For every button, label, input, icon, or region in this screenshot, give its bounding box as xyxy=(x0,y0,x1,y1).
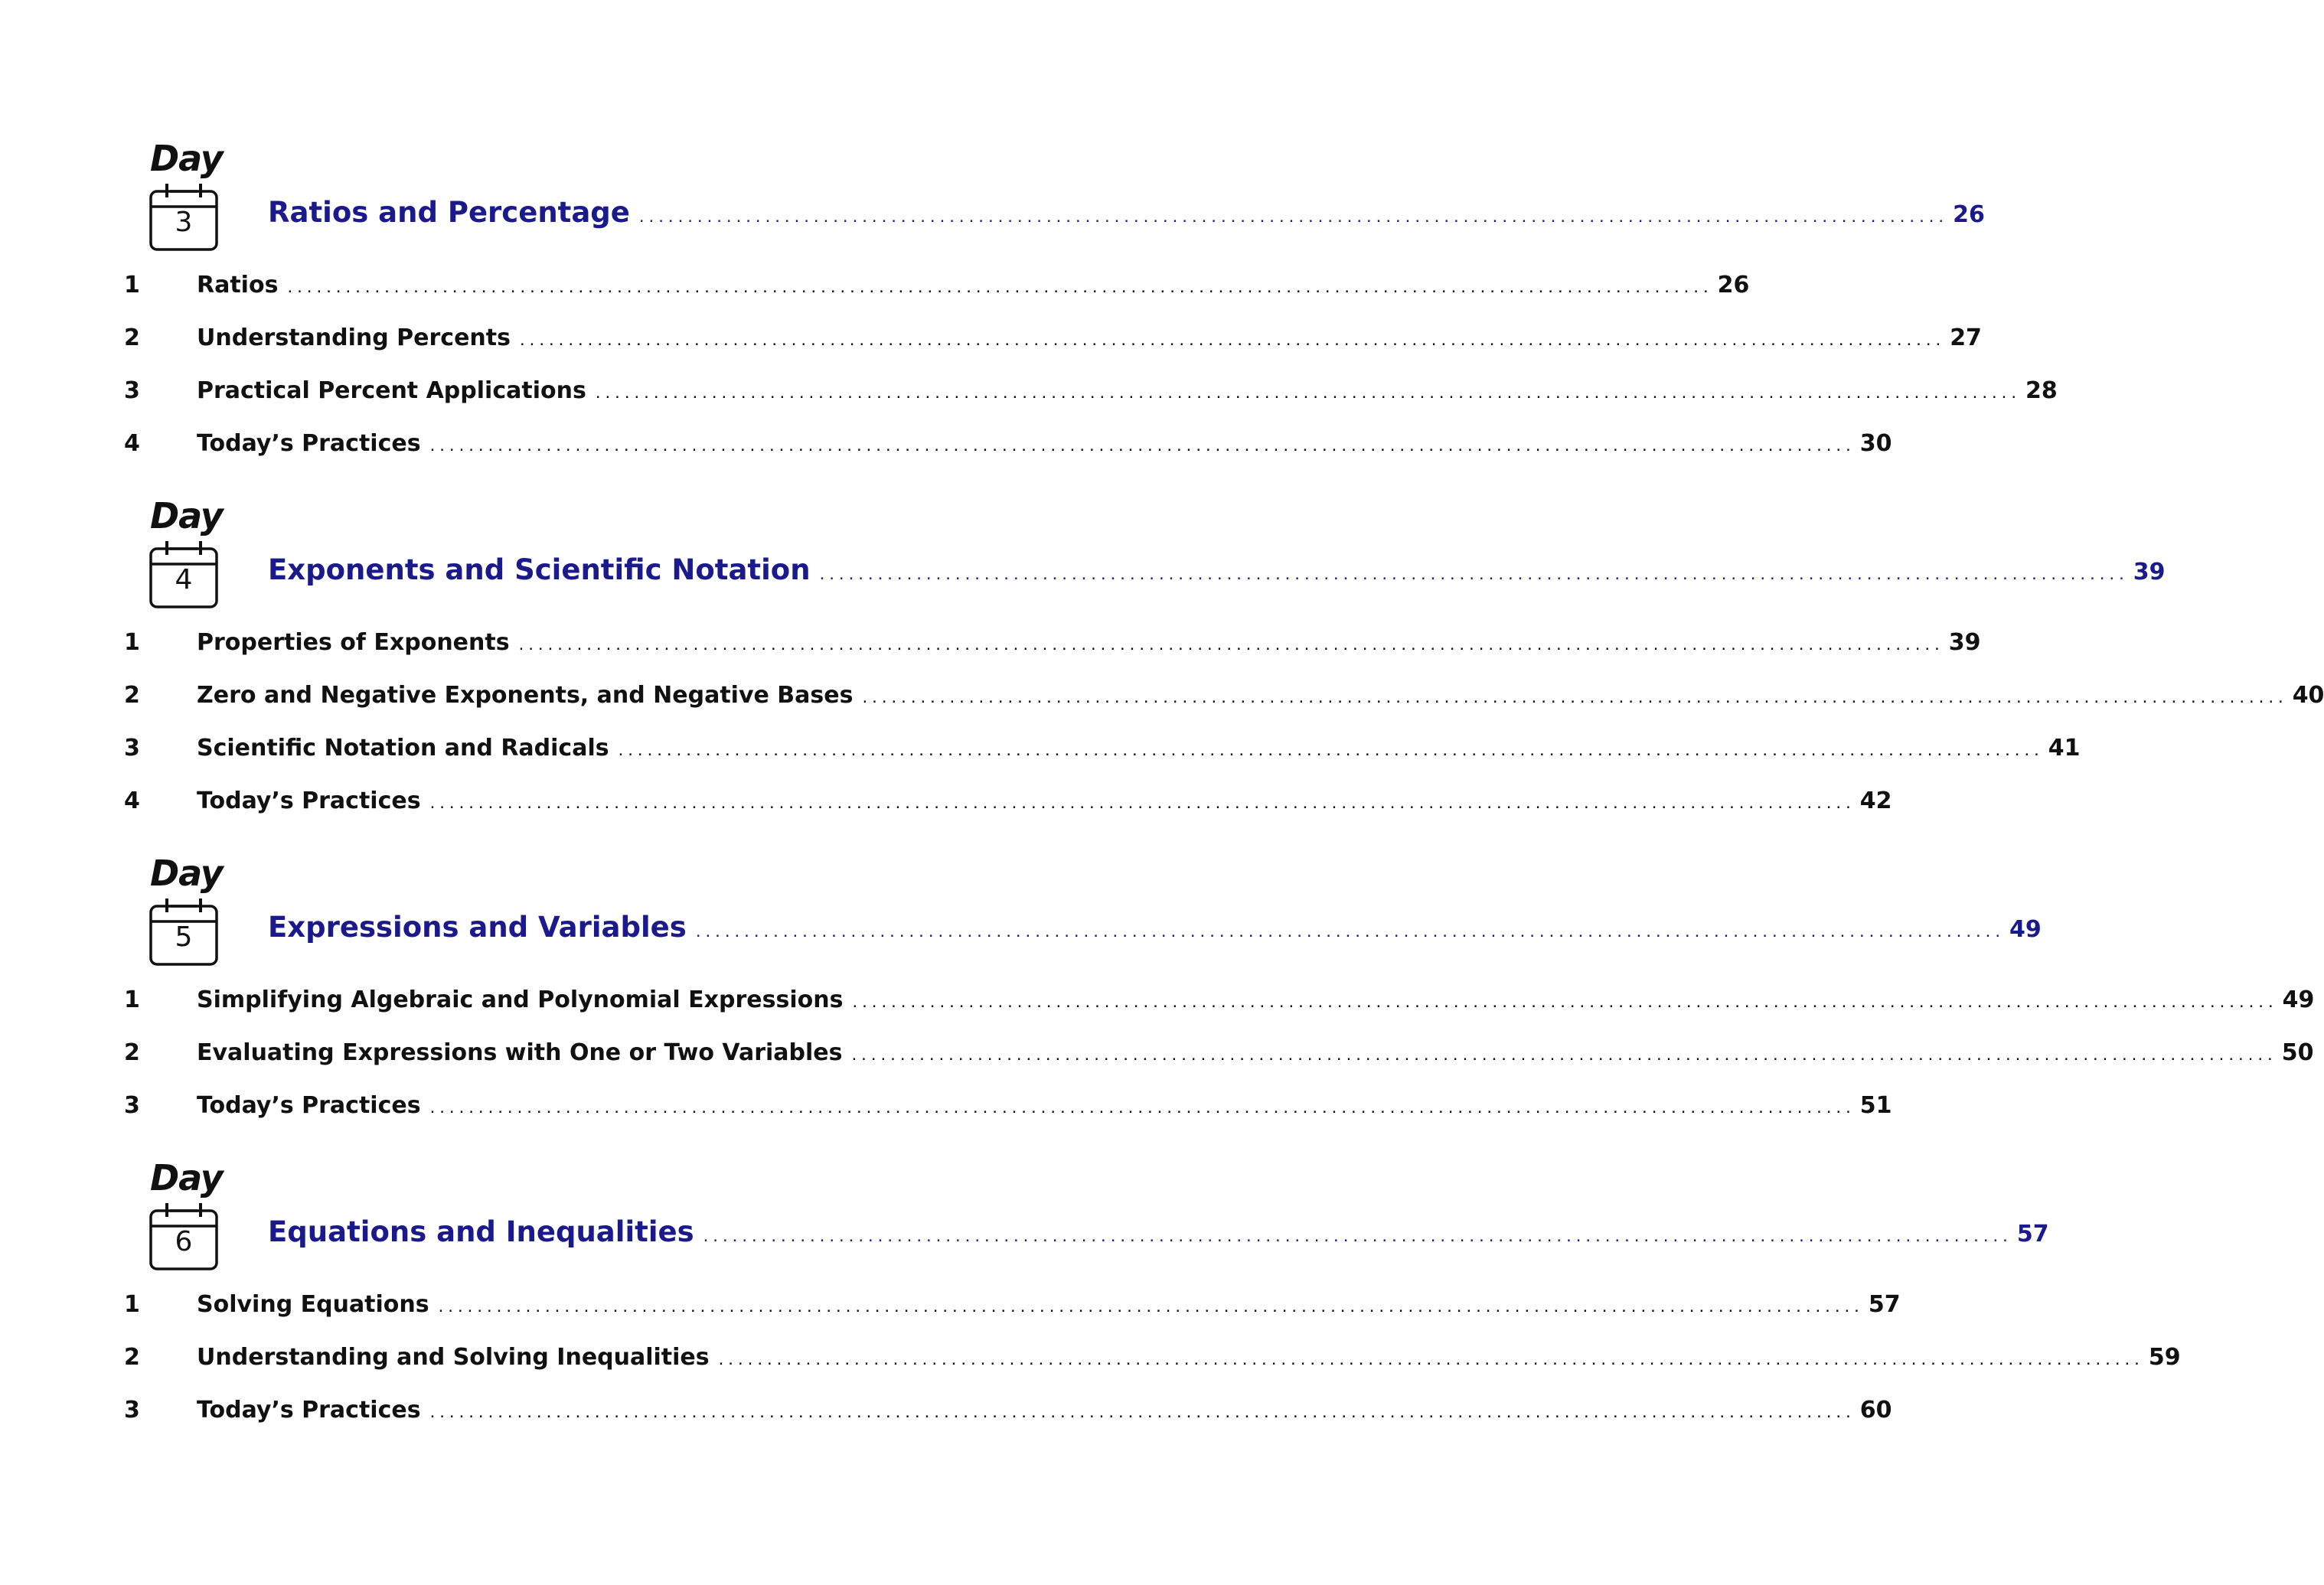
item-title: Today’s Practices xyxy=(197,788,421,814)
toc-item[interactable] xyxy=(0,987,2315,1013)
day-label: Day xyxy=(150,138,223,179)
day-number: 6 xyxy=(175,1226,193,1257)
item-page: 39 xyxy=(1948,629,1981,656)
item-number: 4 xyxy=(124,430,140,457)
item-page: 49 xyxy=(2282,987,2315,1013)
toc-item[interactable] xyxy=(0,272,1750,298)
day-number: 3 xyxy=(175,207,193,238)
day-label: Day xyxy=(150,853,223,894)
item-page: 51 xyxy=(1859,1092,1892,1119)
item-number: 4 xyxy=(124,788,140,814)
toc-item[interactable] xyxy=(0,1397,1892,1424)
item-number: 3 xyxy=(124,1397,140,1424)
toc-item[interactable] xyxy=(0,1291,1901,1318)
dot-leader: ................................................................................................................................................... xyxy=(287,276,1713,297)
item-title: Today’s Practices xyxy=(197,430,421,457)
toc-item[interactable] xyxy=(0,1039,2314,1066)
item-title: Practical Percent Applications xyxy=(197,377,586,404)
toc-item[interactable] xyxy=(0,788,1892,814)
item-title: Simplifying Algebraic and Polynomial Expressions xyxy=(197,987,844,1013)
item-number: 2 xyxy=(124,1344,140,1371)
chapter-entry[interactable] xyxy=(268,553,2166,586)
dot-leader: ................................................................................................................................................... xyxy=(518,634,1944,654)
day-label: Day xyxy=(150,495,223,536)
item-title: Scientific Notation and Radicals xyxy=(197,735,609,762)
dot-leader: ....................................................................................................................................... xyxy=(695,921,2005,941)
dot-leader: ................................................................................................................................................... xyxy=(438,1296,1864,1316)
day-badge xyxy=(145,495,222,610)
item-number: 2 xyxy=(124,682,140,709)
item-title: Zero and Negative Exponents, and Negative Bases xyxy=(197,682,854,709)
dot-leader: ................................................................................................................................................... xyxy=(718,1349,2144,1369)
chapter-title: Equations and Inequalities xyxy=(268,1215,694,1248)
item-title: Understanding and Solving Inequalities xyxy=(197,1344,710,1371)
dot-leader: ................................................................................................................................................... xyxy=(862,687,2288,707)
toc-item[interactable] xyxy=(0,325,1982,351)
dot-leader: ....................................................................................................................................... xyxy=(638,206,1949,227)
item-title: Ratios xyxy=(197,272,279,298)
dot-leader: ................................................................................................................................................... xyxy=(429,792,1856,813)
chapter-title: Ratios and Percentage xyxy=(268,196,630,229)
chapter-page: 49 xyxy=(2009,916,2042,943)
dot-leader: ................................................................................................................................................... xyxy=(595,382,2022,403)
item-title: Understanding Percents xyxy=(197,325,511,351)
toc-item[interactable] xyxy=(0,735,2081,762)
item-page: 40 xyxy=(2292,682,2324,709)
item-title: Today’s Practices xyxy=(197,1092,421,1119)
day-number: 5 xyxy=(175,921,193,953)
item-number: 3 xyxy=(124,377,140,404)
chapter-title: Exponents and Scientific Notation xyxy=(268,553,811,586)
dot-leader: ................................................................................................................................................... xyxy=(429,1401,1856,1422)
item-page: 60 xyxy=(1859,1397,1892,1424)
dot-leader: ....................................................................................................................................... xyxy=(819,563,2129,584)
item-number: 1 xyxy=(124,1291,140,1318)
item-page: 59 xyxy=(2148,1344,2181,1371)
item-number: 2 xyxy=(124,325,140,351)
day-badge xyxy=(145,138,222,253)
chapter-title: Expressions and Variables xyxy=(268,911,687,944)
toc-item[interactable] xyxy=(0,1092,1892,1119)
item-title: Solving Equations xyxy=(197,1291,429,1318)
toc-item[interactable] xyxy=(0,377,2058,404)
item-title: Evaluating Expressions with One or Two Variables xyxy=(197,1039,843,1066)
item-page: 42 xyxy=(1859,788,1892,814)
day-badge xyxy=(145,853,222,967)
item-number: 1 xyxy=(124,987,140,1013)
toc-item[interactable] xyxy=(0,430,1892,457)
item-number: 1 xyxy=(124,629,140,656)
dot-leader: ................................................................................................................................................... xyxy=(852,991,2278,1012)
day-badge xyxy=(145,1157,222,1272)
item-page: 41 xyxy=(2048,735,2081,762)
item-page: 28 xyxy=(2025,377,2058,404)
dot-leader: ................................................................................................................................................... xyxy=(618,739,2044,760)
item-page: 57 xyxy=(1868,1291,1901,1318)
toc-item[interactable] xyxy=(0,629,1981,656)
chapter-entry[interactable] xyxy=(268,911,2042,944)
item-page: 50 xyxy=(2281,1039,2314,1066)
day-number: 4 xyxy=(175,564,193,595)
dot-leader: ................................................................................................................................................... xyxy=(429,435,1856,455)
chapter-entry[interactable] xyxy=(268,1215,2049,1248)
item-number: 1 xyxy=(124,272,140,298)
item-number: 2 xyxy=(124,1039,140,1066)
item-page: 26 xyxy=(1717,272,1750,298)
chapter-entry[interactable] xyxy=(268,196,1985,229)
dot-leader: ....................................................................................................................................... xyxy=(703,1225,2012,1246)
item-title: Today’s Practices xyxy=(197,1397,421,1424)
item-page: 30 xyxy=(1859,430,1892,457)
chapter-page: 57 xyxy=(2016,1221,2049,1247)
item-number: 3 xyxy=(124,735,140,762)
toc-item[interactable] xyxy=(0,682,2324,709)
toc-item[interactable] xyxy=(0,1344,2181,1371)
item-title: Properties of Exponents xyxy=(197,629,510,656)
dot-leader: ................................................................................................................................................... xyxy=(519,329,1946,350)
dot-leader: ................................................................................................................................................... xyxy=(429,1097,1856,1117)
item-page: 27 xyxy=(1950,325,1982,351)
item-number: 3 xyxy=(124,1092,140,1119)
day-label: Day xyxy=(150,1157,223,1199)
chapter-page: 26 xyxy=(1953,201,1985,228)
chapter-page: 39 xyxy=(2133,559,2166,585)
dot-leader: ................................................................................................................................................... xyxy=(851,1044,2277,1065)
